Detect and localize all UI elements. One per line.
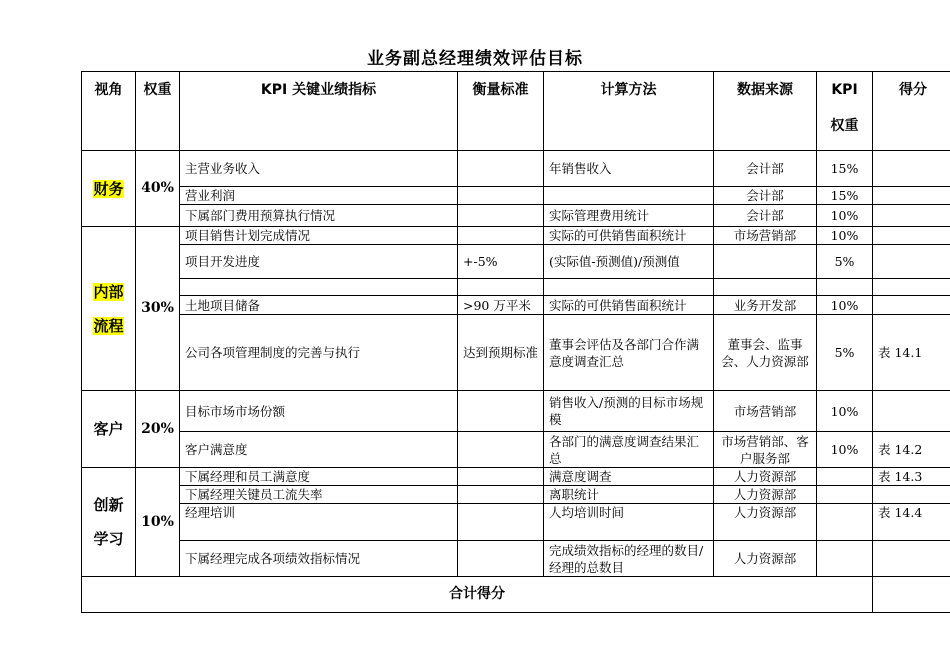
table-row <box>82 432 950 468</box>
kpi-cell: 主营业务收入 <box>180 151 458 187</box>
standard-cell <box>458 227 544 245</box>
method-cell <box>544 279 714 296</box>
standard-cell <box>458 279 544 296</box>
kpi-weight-cell: 10% <box>817 296 873 315</box>
kpi-cell: 公司各项管理制度的完善与执行 <box>180 315 458 391</box>
method-cell: 满意度调查 <box>544 468 714 486</box>
group-customer: 客户 <box>82 391 136 468</box>
kpi-weight-cell <box>817 279 873 296</box>
standard-cell <box>458 187 544 205</box>
method-cell: 完成绩效指标的经理的数目/经理的总数目 <box>544 541 714 577</box>
source-cell: 人力资源部 <box>714 541 817 577</box>
kpi-cell <box>180 279 458 296</box>
standard-cell <box>458 504 544 541</box>
group-process-weight: 30% <box>136 227 180 391</box>
standard-cell <box>458 486 544 504</box>
header-standard: 衡量标准 <box>458 72 544 151</box>
kpi-weight-cell: 15% <box>817 187 873 205</box>
standard-cell <box>458 468 544 486</box>
kpi-cell: 客户满意度 <box>180 432 458 468</box>
method-cell: 各部门的满意度调查结果汇总 <box>544 432 714 468</box>
kpi-cell: 经理培训 <box>180 504 458 541</box>
source-cell: 市场营销部 <box>714 391 817 432</box>
source-cell: 市场营销部、客户服务部 <box>714 432 817 468</box>
header-weight: 权重 <box>136 72 180 151</box>
total-label: 合计得分 <box>82 577 873 613</box>
method-cell: 董事会评估及各部门合作满意度调查汇总 <box>544 315 714 391</box>
source-cell <box>714 279 817 296</box>
kpi-cell: 土地项目储备 <box>180 296 458 315</box>
kpi-weight-cell <box>817 486 873 504</box>
score-cell <box>873 151 950 187</box>
standard-cell <box>458 391 544 432</box>
source-cell: 人力资源部 <box>714 486 817 504</box>
table-row <box>82 504 950 541</box>
header-kpi-weight-line1: KPI <box>831 82 858 98</box>
method-cell <box>544 187 714 205</box>
group-process-name-line1: 内部 <box>93 282 124 301</box>
score-cell: 表 14.4 <box>873 504 950 541</box>
standard-cell <box>458 432 544 468</box>
kpi-weight-cell <box>817 504 873 541</box>
table-row <box>82 486 950 504</box>
kpi-weight-cell: 10% <box>817 205 873 227</box>
source-cell <box>714 245 817 279</box>
source-cell: 业务开发部 <box>714 296 817 315</box>
table-row <box>82 279 950 296</box>
table-row <box>82 391 950 432</box>
kpi-weight-cell: 10% <box>817 227 873 245</box>
kpi-weight-cell <box>817 541 873 577</box>
kpi-table <box>81 71 950 613</box>
standard-cell: 达到预期标准 <box>458 315 544 391</box>
total-row <box>82 577 950 613</box>
source-cell: 人力资源部 <box>714 468 817 486</box>
header-kpi: KPI 关键业绩指标 <box>180 72 458 151</box>
group-customer-weight: 20% <box>136 391 180 468</box>
group-innovation-weight: 10% <box>136 468 180 577</box>
header-score: 得分 <box>873 72 950 151</box>
group-finance <box>82 151 136 227</box>
header-row <box>82 72 950 151</box>
score-cell <box>873 391 950 432</box>
standard-cell <box>458 151 544 187</box>
kpi-weight-cell: 5% <box>817 245 873 279</box>
table-row <box>82 245 950 279</box>
score-cell <box>873 187 950 205</box>
kpi-cell: 下属经理和员工满意度 <box>180 468 458 486</box>
method-cell: 实际的可供销售面积统计 <box>544 227 714 245</box>
table-row <box>82 296 950 315</box>
score-cell <box>873 296 950 315</box>
kpi-cell: 下属部门费用预算执行情况 <box>180 205 458 227</box>
kpi-cell: 营业利润 <box>180 187 458 205</box>
score-cell <box>873 279 950 296</box>
standard-cell <box>458 205 544 227</box>
kpi-weight-cell: 10% <box>817 391 873 432</box>
standard-cell <box>458 541 544 577</box>
page-title: 业务副总经理绩效评估目标 <box>367 49 583 69</box>
method-cell: 实际管理费用统计 <box>544 205 714 227</box>
group-innovation <box>82 468 136 577</box>
kpi-cell: 项目销售计划完成情况 <box>180 227 458 245</box>
kpi-weight-cell <box>817 468 873 486</box>
method-cell: 离职统计 <box>544 486 714 504</box>
standard-cell: +-5% <box>458 245 544 279</box>
total-score <box>873 577 950 613</box>
group-innovation-name-line2: 学习 <box>93 530 124 548</box>
group-finance-name: 财务 <box>93 179 124 198</box>
source-cell: 会计部 <box>714 187 817 205</box>
score-cell <box>873 486 950 504</box>
method-cell: 实际的可供销售面积统计 <box>544 296 714 315</box>
table-row <box>82 205 950 227</box>
kpi-cell: 项目开发进度 <box>180 245 458 279</box>
score-cell <box>873 227 950 245</box>
source-cell: 董事会、监事会、人力资源部 <box>714 315 817 391</box>
table-row <box>82 151 950 187</box>
kpi-weight-cell: 5% <box>817 315 873 391</box>
header-kpi-weight-line2: 权重 <box>830 118 859 134</box>
kpi-cell: 目标市场市场份额 <box>180 391 458 432</box>
method-cell: 人均培训时间 <box>544 504 714 541</box>
table-row <box>82 468 950 486</box>
score-cell <box>873 541 950 577</box>
source-cell: 会计部 <box>714 151 817 187</box>
header-perspective: 视角 <box>82 72 136 151</box>
method-cell: 销售收入/预测的目标市场规模 <box>544 391 714 432</box>
kpi-cell: 下属经理关键员工流失率 <box>180 486 458 504</box>
group-process-name-line2: 流程 <box>93 316 124 335</box>
score-cell <box>873 245 950 279</box>
kpi-cell: 下属经理完成各项绩效指标情况 <box>180 541 458 577</box>
table-row <box>82 541 950 577</box>
standard-cell: >90 万平米 <box>458 296 544 315</box>
source-cell: 人力资源部 <box>714 504 817 541</box>
kpi-weight-cell: 10% <box>817 432 873 468</box>
header-method: 计算方法 <box>544 72 714 151</box>
score-cell: 表 14.3 <box>873 468 950 486</box>
header-source: 数据来源 <box>714 72 817 151</box>
kpi-weight-cell: 15% <box>817 151 873 187</box>
method-cell: (实际值-预测值)/预测值 <box>544 245 714 279</box>
method-cell: 年销售收入 <box>544 151 714 187</box>
group-finance-weight: 40% <box>136 151 180 227</box>
group-innovation-name-line1: 创新 <box>93 496 124 514</box>
source-cell: 市场营销部 <box>714 227 817 245</box>
table-row <box>82 227 950 245</box>
source-cell: 会计部 <box>714 205 817 227</box>
score-cell: 表 14.1 <box>873 315 950 391</box>
table-row <box>82 187 950 205</box>
score-cell: 表 14.2 <box>873 432 950 468</box>
header-kpi-weight <box>817 72 873 151</box>
score-cell <box>873 205 950 227</box>
group-process <box>82 227 136 391</box>
table-row <box>82 315 950 391</box>
